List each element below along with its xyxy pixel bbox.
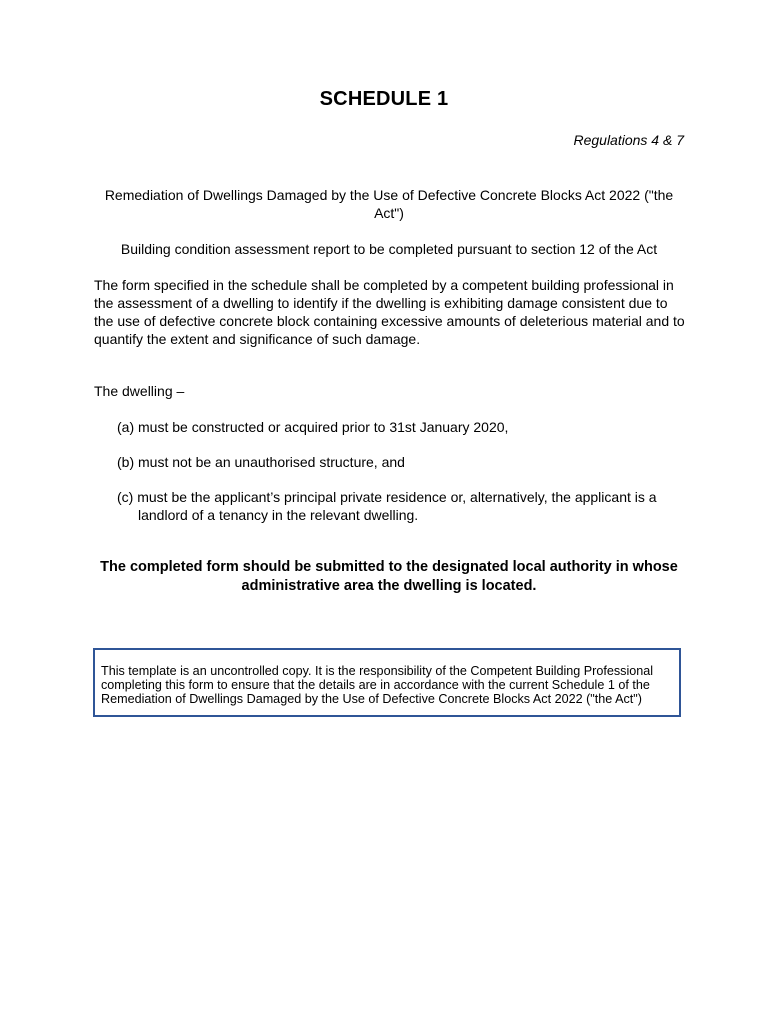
dwelling-label: The dwelling – — [94, 383, 185, 399]
notice-text: This template is an uncontrolled copy. It is the responsibility of the Competent Building Professional completing this form to ensure that the details are in accordance with the current Schedule 1 of the Remediation of Dwellings Damaged by the Use of Defective Concrete Blocks Act 2022 ("the Act") — [101, 664, 654, 706]
condition-a: (a) must be constructed or acquired prior to 31st January 2020, — [117, 419, 509, 435]
act-title: Remediation of Dwellings Damaged by the Use of Defective Concrete Blocks Act 2022 ("the Act") — [104, 187, 674, 221]
condition-b: (b) must not be an unauthorised structure, and — [117, 454, 405, 470]
regulations-reference: Regulations 4 & 7 — [573, 132, 684, 148]
schedule-title: SCHEDULE 1 — [319, 88, 449, 110]
report-subtitle: Building condition assessment report to be completed pursuant to section 12 of the Act — [120, 241, 658, 257]
intro-paragraph: The form specified in the schedule shall be completed by a competent building professional in the assessment of a dwelling to identify if the dwelling is exhibiting damage consistent due to the use of defective concrete block containing excessive amounts of deleterious material and to quantify the extent and significance of such damage. — [94, 277, 685, 347]
condition-c: (c) must be the applicant’s principal private residence or, alternatively, the applicant is a landlord of a tenancy in the relevant dwelling. — [117, 489, 657, 523]
uncontrolled-copy-notice — [93, 648, 681, 717]
submission-note: The completed form should be submitted to the designated local authority in whose administrative area the dwelling is located. — [100, 559, 678, 594]
